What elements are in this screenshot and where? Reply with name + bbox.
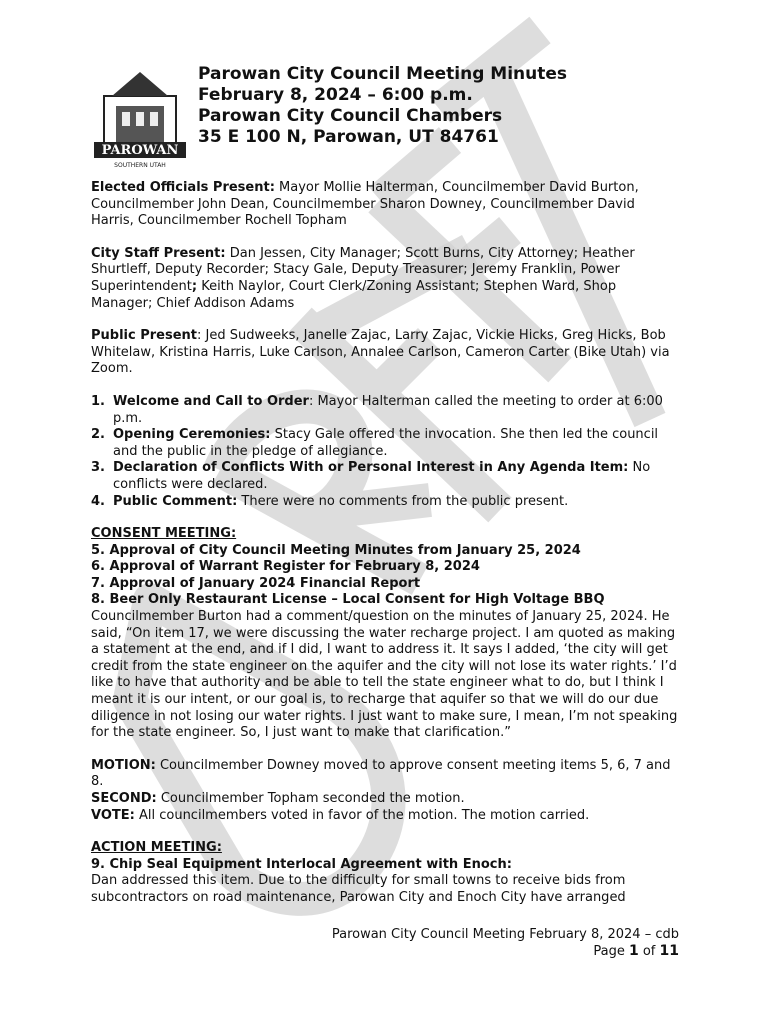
- page-counter: [332, 943, 679, 960]
- staff-semicolon: ;: [191, 278, 198, 294]
- page-of: of: [638, 944, 660, 959]
- item-title: Opening Ceremonies:: [113, 427, 271, 443]
- document-body: [91, 174, 681, 907]
- motion-label: MOTION:: [91, 757, 156, 773]
- title-line-1: Parowan City Council Meeting Minutes: [198, 64, 568, 84]
- footer-meeting-line: Parowan City Council Meeting February 8, 2024 – cdb: [331, 927, 679, 942]
- vote-line: [91, 808, 681, 825]
- page-total: 11: [659, 943, 679, 959]
- document-page: [91, 64, 681, 907]
- motion-line: [91, 758, 681, 791]
- page-number: 1: [628, 943, 639, 959]
- consent-item-7: 7. Approval of January 2024 Financial Report: [91, 575, 421, 591]
- title-block: [198, 64, 567, 148]
- list-item: [91, 494, 681, 511]
- list-item: [91, 460, 681, 493]
- action-item-9: 9. Chip Seal Equipment Interlocal Agreement with Enoch:: [91, 856, 512, 872]
- elected-label: Elected Officials Present:: [91, 180, 275, 195]
- motion-text: Councilmember Downey moved to approve consent meeting items 5, 6, 7 and 8.: [91, 757, 671, 790]
- consent-item-5: 5. Approval of City Council Meeting Minutes from January 25, 2024: [91, 542, 581, 558]
- second-line: [91, 791, 681, 808]
- action-heading: ACTION MEETING:: [91, 840, 222, 856]
- vote-text: All councilmembers voted in favor of the motion. The motion carried.: [134, 807, 590, 823]
- public-text: : Jed Sudweeks, Janelle Zajac, Larry Zajac, Vickie Hicks, Greg Hicks, Bob Whitelaw, Kristina Harris, Luke Carlson, Annalee Carlson, Cameron Carter (Bike Utah) via Zoom.: [91, 328, 670, 377]
- action-item-9-text: Dan addressed this item. Due to the difficulty for small towns to receive bids from subcontractors on road maintenance, Parowan City and Enoch City have arranged: [91, 873, 626, 905]
- item-number: 4.: [91, 493, 105, 509]
- elected-text: Mayor Mollie Halterman, Councilmember David Burton, Councilmember John Dean, Councilmember Sharon Downey, Councilmember David Harris, Councilmember Rochell Topham: [91, 180, 639, 229]
- title-line-4: 35 E 100 N, Parowan, UT 84761: [198, 127, 499, 147]
- item-text: : Mayor Halterman called the meeting to order at 6:00 p.m.: [113, 393, 663, 426]
- item-text: No conflicts were declared.: [113, 460, 651, 492]
- title-line-3: Parowan City Council Chambers: [198, 106, 503, 126]
- consent-heading: CONSENT MEETING:: [91, 526, 237, 542]
- public-label: Public Present: [91, 328, 198, 344]
- list-item: [91, 427, 681, 460]
- page-footer: [332, 926, 679, 960]
- item-text: Stacy Gale offered the invocation. She then led the council and the public in the pledge of allegiance.: [113, 427, 659, 459]
- public-present-paragraph: [91, 328, 681, 378]
- logo-text: PAROWAN: [101, 143, 179, 158]
- elected-officials-paragraph: [91, 180, 681, 230]
- item-number: 2.: [91, 427, 105, 443]
- staff-text-a: Dan Jessen, City Manager; Scott Burns, City Attorney; Heather Shurtleff, Deputy Recorder; Stacy Gale, Deputy Treasurer; Jeremy Franklin, Power Superintendent: [91, 245, 635, 294]
- parowan-city-logo: [94, 66, 186, 172]
- item-title: Public Comment:: [113, 493, 238, 509]
- item-title: Welcome and Call to Order: [113, 393, 309, 409]
- consent-discussion: Councilmember Burton had a comment/question on the minutes of January 25, 2024. He said, “On item 17, we were discussing the water recharge project. I am quoted as making a statement at the end, and if I did, I want to address it. It says I added, ‘the city will get credit from the state engineer on the aquifer and the city will not lose its water rights.’ I’d like to have that authority and be able to tell the state engineer what to do, but I think I meant it is our intent, or our goal is, to recharge that aquifer so that we will do our due diligence in not losing our water rights. I just want to make sure, I mean, I’m not speaking for the state engineer. So, I just want to make that clarification.”: [91, 609, 678, 741]
- consent-item-6: 6. Approval of Warrant Register for February 8, 2024: [91, 559, 480, 575]
- city-staff-paragraph: [91, 246, 681, 312]
- second-text: Councilmember Topham seconded the motion.: [156, 791, 465, 806]
- item-number: 1.: [91, 393, 105, 409]
- staff-label: City Staff Present:: [91, 245, 226, 261]
- staff-text-b: Keith Naylor, Court Clerk/Zoning Assistant; Stephen Ward, Shop Manager; Chief Addison Adams: [91, 278, 617, 311]
- agenda-items-list: [91, 394, 681, 510]
- second-label: SECOND:: [91, 791, 157, 806]
- item-number: 3.: [91, 460, 105, 476]
- vote-label: VOTE:: [91, 807, 135, 823]
- document-header: [91, 64, 681, 174]
- item-text: There were no comments from the public present.: [237, 493, 569, 509]
- list-item: [91, 394, 681, 427]
- item-title: Declaration of Conflicts With or Personal Interest in Any Agenda Item:: [113, 460, 629, 476]
- consent-item-8: 8. Beer Only Restaurant License – Local Consent for High Voltage BBQ: [91, 592, 605, 608]
- title-line-2: February 8, 2024 – 6:00 p.m.: [198, 85, 473, 105]
- page-prefix: Page: [593, 944, 629, 959]
- logo-subtext: SOUTHERN UTAH: [114, 162, 166, 169]
